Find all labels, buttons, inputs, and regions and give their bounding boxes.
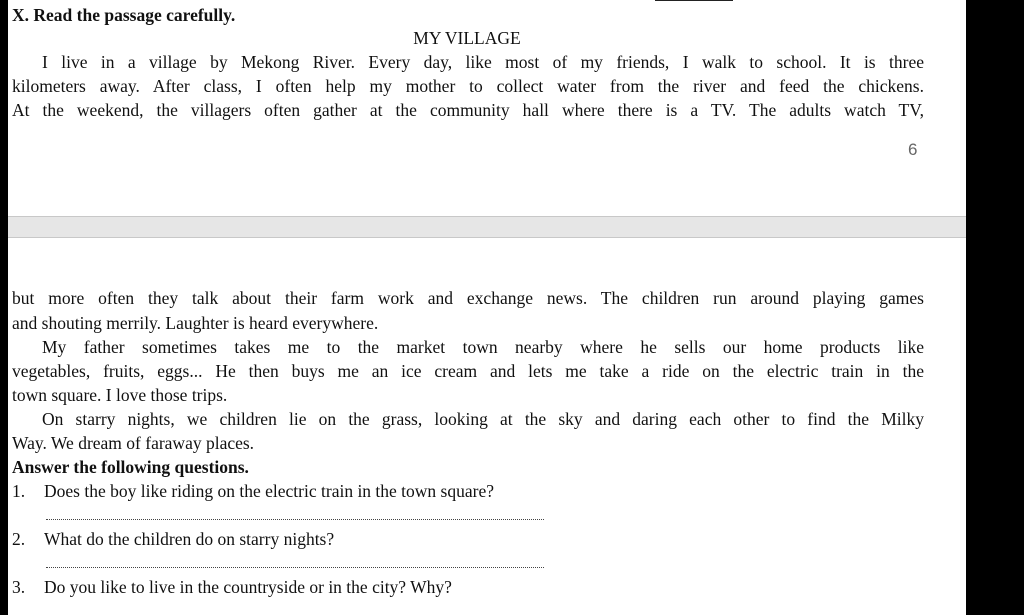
passage-title: MY VILLAGE bbox=[413, 28, 521, 48]
question-number: 3. bbox=[12, 577, 26, 597]
top-rule-line bbox=[655, 0, 733, 1]
passage-line: kilometers away. After class, I often help my mother to collect water from the river and feed the chickens. bbox=[12, 76, 924, 96]
passage-line: but more often they talk about their farm work and exchange news. The children run around playing games bbox=[12, 288, 924, 308]
question-text: Do you like to live in the countryside or in the city? Why? bbox=[44, 577, 452, 597]
passage-line: vegetables, fruits, eggs... He then buys me an ice cream and lets me take a ride on the electric train in the bbox=[12, 361, 924, 381]
question-item bbox=[12, 576, 452, 598]
passage-line: Way. We dream of faraway places. bbox=[12, 433, 255, 453]
answer-line[interactable] bbox=[46, 567, 544, 568]
passage-line: town square. I love those trips. bbox=[12, 385, 228, 405]
passage-line: My father sometimes takes me to the market town nearby where he sells our home products like bbox=[42, 337, 924, 357]
question-text: What do the children do on starry nights? bbox=[44, 529, 335, 549]
right-margin bbox=[966, 0, 1024, 615]
page-break-gap bbox=[0, 216, 966, 238]
passage-line: On starry nights, we children lie on the grass, looking at the sky and daring each other to find the Milky bbox=[42, 409, 924, 429]
page-number: 6 bbox=[908, 140, 918, 159]
passage-line: and shouting merrily. Laughter is heard everywhere. bbox=[12, 313, 379, 333]
passage-line: I live in a village by Mekong River. Every day, like most of my friends, I walk to school. It is three bbox=[42, 52, 924, 72]
questions-heading: Answer the following questions. bbox=[12, 457, 249, 477]
question-text: Does the boy like riding on the electric train in the town square? bbox=[44, 481, 495, 501]
question-item bbox=[12, 480, 494, 502]
passage-line: At the weekend, the villagers often gather at the community hall where there is a TV. The adults watch TV, bbox=[12, 100, 924, 120]
question-number: 2. bbox=[12, 529, 26, 549]
question-item bbox=[12, 528, 334, 550]
left-margin bbox=[0, 0, 8, 615]
question-number: 1. bbox=[12, 481, 26, 501]
section-heading: X. Read the passage carefully. bbox=[12, 5, 236, 25]
answer-line[interactable] bbox=[46, 519, 544, 520]
